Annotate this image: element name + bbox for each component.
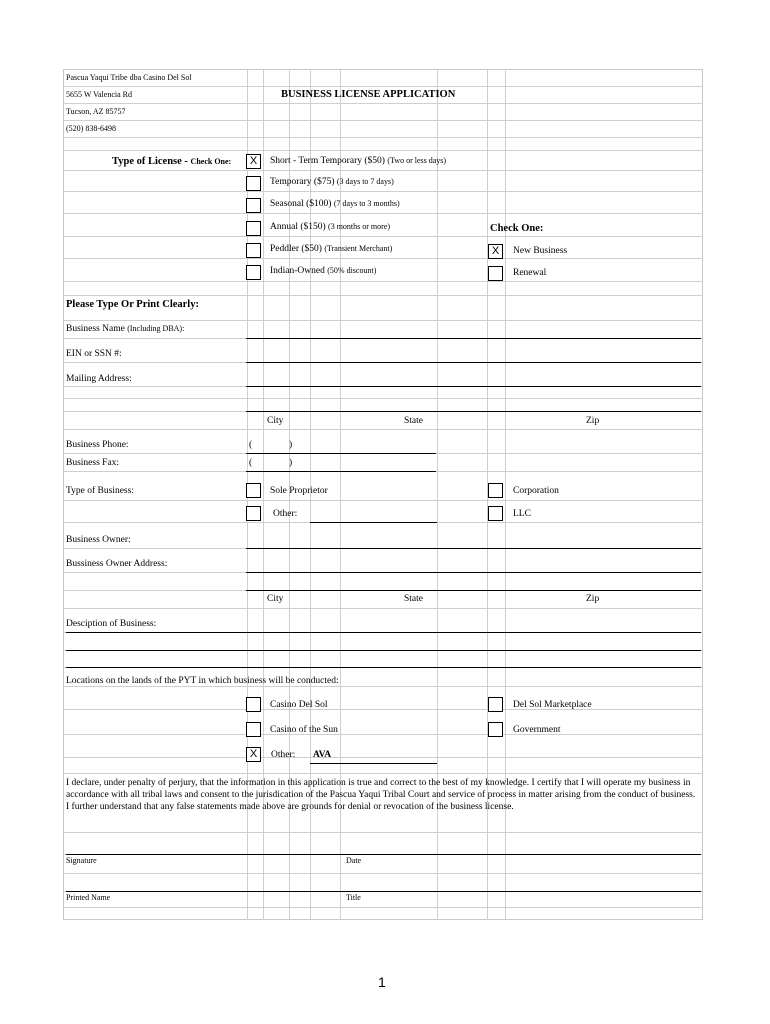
mailing-city-label: City xyxy=(267,416,284,426)
fax-paren-open: ( xyxy=(249,458,253,468)
grid-row-line xyxy=(63,137,703,138)
mailing-zip-label: Zip xyxy=(586,416,600,426)
description-field-1[interactable] xyxy=(66,632,701,633)
corporation-label: Corporation xyxy=(513,486,559,496)
license-seasonal-label: Seasonal ($100) (7 days to 3 months) xyxy=(270,199,400,209)
grid-row-line xyxy=(63,120,703,121)
business-name-label: Business Name (Including DBA): xyxy=(66,324,185,334)
form-title: BUSINESS LICENSE APPLICATION xyxy=(281,89,456,100)
business-type-other-label: Other: xyxy=(273,509,298,519)
phone-paren-open: ( xyxy=(249,440,253,450)
business-type-other-field[interactable] xyxy=(310,522,437,523)
owner-address-label: Bussiness Owner Address: xyxy=(66,559,168,569)
business-fax-field[interactable] xyxy=(246,471,436,472)
license-temporary-label: Temporary ($75) (3 days to 7 days) xyxy=(270,177,394,187)
description-field-2[interactable] xyxy=(66,650,701,651)
grid-row-line xyxy=(63,236,703,237)
grid-row-line xyxy=(63,320,703,321)
license-annual-checkbox[interactable] xyxy=(246,221,261,236)
grid-row-line xyxy=(63,213,703,214)
declaration-text: I declare, under penalty of perjury, that the information in this application is true and correct to the best of my knowledge. I certify that I will operate my business in accordance with all tribal laws and consent to the jurisdication of the Pascua Yaqui Tribal Court and service of process in matter arising from the conduct of business. I further understand that any false statements made above are grounds for denial or revocation of the business license. xyxy=(66,778,696,812)
business-type-label: Type of Business: xyxy=(66,486,134,496)
business-fax-label: Business Fax: xyxy=(66,458,120,468)
owner-address-field[interactable] xyxy=(246,572,701,573)
sole-proprietor-label: Sole Proprietor xyxy=(270,486,328,496)
license-type-label: Type of License - Check One: xyxy=(112,156,232,167)
business-owner-field[interactable] xyxy=(246,548,701,549)
grid-row-line xyxy=(63,429,703,430)
government-label: Government xyxy=(513,725,561,735)
grid-row-line xyxy=(63,709,703,710)
license-annual-label: Annual ($150) (3 months or more) xyxy=(270,222,391,232)
mailing-address-field-2[interactable] xyxy=(246,411,701,412)
owner-address-field-2[interactable] xyxy=(246,590,701,591)
printed-name-line[interactable] xyxy=(66,891,701,892)
grid-row-line xyxy=(63,281,703,282)
license-peddler-checkbox[interactable] xyxy=(246,243,261,258)
date-label: Date xyxy=(346,856,362,865)
license-peddler-label: Peddler ($50) (Transient Merchant) xyxy=(270,244,393,254)
license-check-one: Check One: xyxy=(190,157,232,166)
org-address-line2: Tucson, AZ 85757 xyxy=(66,107,126,116)
grid-row-line xyxy=(63,608,703,609)
fax-paren-close: ) xyxy=(289,458,293,468)
location-other-checkbox[interactable]: X xyxy=(246,747,261,762)
title-label: Title xyxy=(346,893,361,902)
locations-label: Locations on the lands of the PYT in which business will be conducted: xyxy=(66,676,339,686)
print-clearly-note: Please Type Or Print Clearly: xyxy=(66,299,199,310)
grid-row-line xyxy=(63,757,703,758)
license-short-term-label: Short - Term Temporary ($50) (Two or less days) xyxy=(270,156,447,166)
license-seasonal-checkbox[interactable] xyxy=(246,198,261,213)
grid-row-line xyxy=(63,873,703,874)
license-indian-owned-label: Indian-Owned (50% discount) xyxy=(270,266,377,276)
new-business-checkbox[interactable]: X xyxy=(488,244,503,259)
grid-row-line xyxy=(63,734,703,735)
grid-row-line xyxy=(63,398,703,399)
business-phone-label: Business Phone: xyxy=(66,440,129,450)
printed-name-label: Printed Name xyxy=(66,893,111,902)
llc-checkbox[interactable] xyxy=(488,506,503,521)
renewal-label: Renewal xyxy=(513,268,547,278)
grid-row-line xyxy=(63,907,703,908)
mailing-state-label: State xyxy=(404,416,423,426)
signature-line[interactable] xyxy=(66,854,701,855)
llc-label: LLC xyxy=(513,509,531,519)
casino-del-sol-label: Casino Del Sol xyxy=(270,700,328,710)
casino-of-the-sun-label: Casino of the Sun xyxy=(270,725,338,735)
business-type-other-checkbox[interactable] xyxy=(246,506,261,521)
casino-del-sol-checkbox[interactable] xyxy=(246,697,261,712)
grid-row-line xyxy=(63,86,703,87)
grid-row-line xyxy=(63,150,703,151)
license-indian-owned-checkbox[interactable] xyxy=(246,265,261,280)
phone-paren-close: ) xyxy=(289,440,293,450)
owner-zip-label: Zip xyxy=(586,594,600,604)
corporation-checkbox[interactable] xyxy=(488,483,503,498)
page-number: 1 xyxy=(378,974,386,990)
business-phone-field[interactable] xyxy=(246,453,436,454)
del-sol-marketplace-checkbox[interactable] xyxy=(488,697,503,712)
org-name: Pascua Yaqui Tribe dba Casino Del Sol xyxy=(66,73,192,82)
signature-label: Signature xyxy=(66,856,97,865)
grid-row-line xyxy=(63,773,703,774)
mailing-address-label: Mailing Address: xyxy=(66,374,132,384)
license-temporary-checkbox[interactable] xyxy=(246,176,261,191)
grid-row-line xyxy=(63,191,703,192)
description-label: Desciption of Business: xyxy=(66,619,157,629)
business-name-field[interactable] xyxy=(246,338,701,339)
location-other-field xyxy=(310,763,437,764)
owner-state-label: State xyxy=(404,594,423,604)
mailing-address-field[interactable] xyxy=(246,386,701,387)
new-business-label: New Business xyxy=(513,246,568,256)
grid-row-line xyxy=(63,258,703,259)
org-phone: (520) 838-6498 xyxy=(66,124,116,133)
description-field-3[interactable] xyxy=(66,667,701,668)
org-address-line1: 5655 W Valencia Rd xyxy=(66,90,132,99)
status-check-one-label: Check One: xyxy=(490,223,544,234)
location-other-label: Other: xyxy=(271,750,296,760)
del-sol-marketplace-label: Del Sol Marketplace xyxy=(513,700,592,710)
business-owner-label: Business Owner: xyxy=(66,535,131,545)
renewal-checkbox[interactable] xyxy=(488,266,503,281)
grid-row-line xyxy=(63,103,703,104)
grid-row-line xyxy=(63,832,703,833)
owner-city-label: City xyxy=(267,594,284,604)
sole-proprietor-checkbox[interactable] xyxy=(246,483,261,498)
casino-of-the-sun-checkbox[interactable] xyxy=(246,722,261,737)
location-other-value[interactable]: AVA xyxy=(313,750,332,760)
government-checkbox[interactable] xyxy=(488,722,503,737)
grid-row-line xyxy=(63,295,703,296)
ein-label: EIN or SSN #: xyxy=(66,349,122,359)
grid-row-line xyxy=(63,170,703,171)
license-short-term-checkbox[interactable]: X xyxy=(246,154,261,169)
ein-field[interactable] xyxy=(246,362,701,363)
grid-row-line xyxy=(63,500,703,501)
